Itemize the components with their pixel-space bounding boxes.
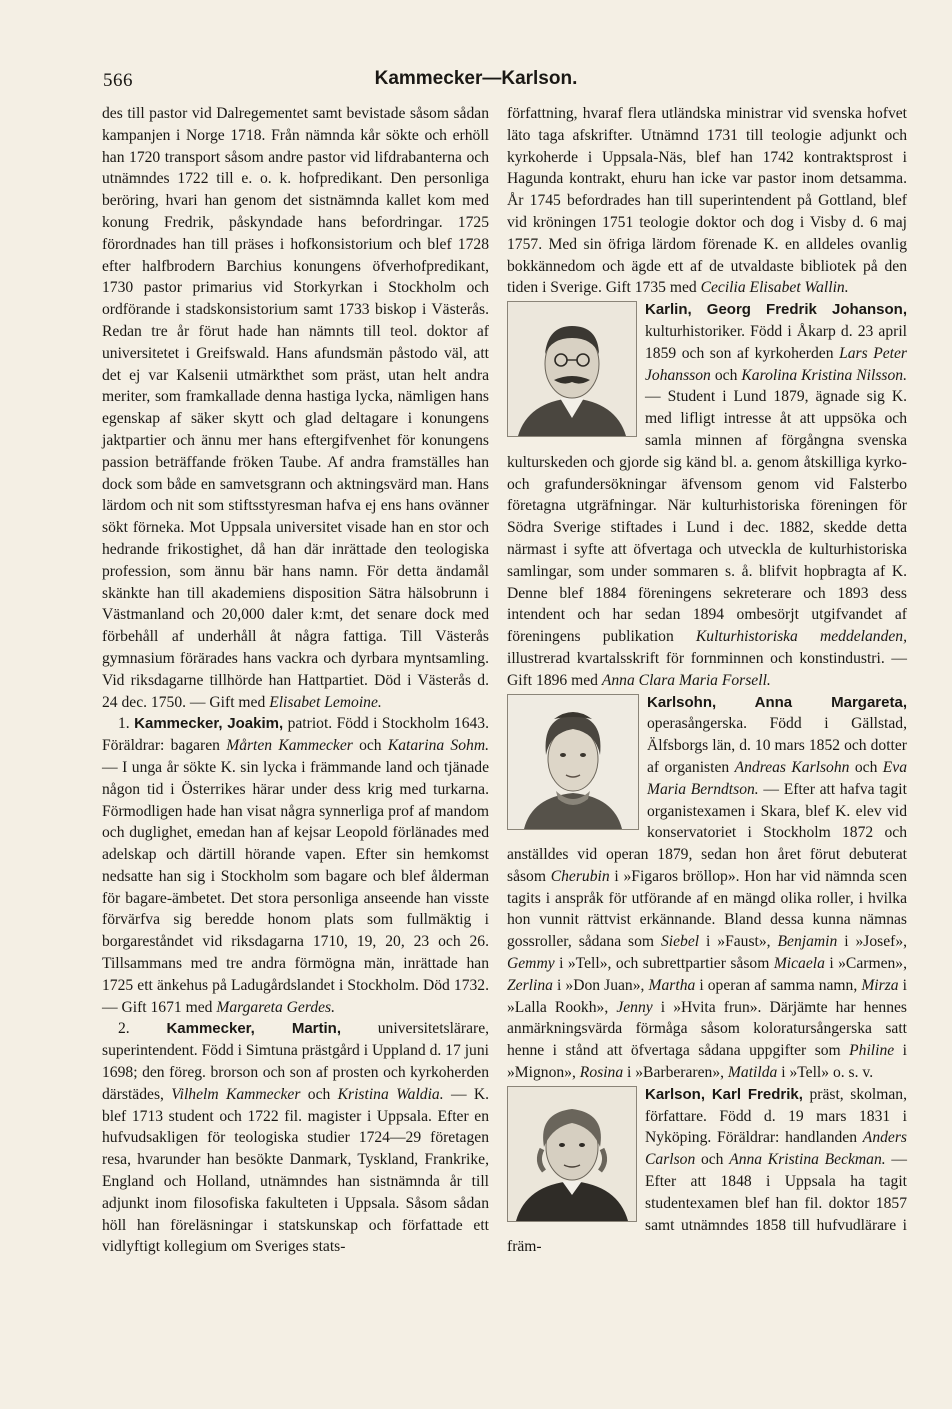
- left-column: [102, 103, 489, 1258]
- portrait-karlson-image: [507, 1086, 637, 1222]
- portrait-karlin-image: [507, 301, 637, 437]
- headword: Karlson, Karl Fredrik,: [645, 1085, 803, 1103]
- spouse-name: Elisabet Lemoine.: [269, 693, 382, 711]
- entry-karlin: Karlin, Georg Fredrik Johanson, kulturhistoriker. Född i Åkarp d. 23 april 1859 och son af kyrkoherden Lars Peter Johansson och Karolina Kristina Nilsson. — Student i Lund 1879, ägnade sig K. med lifligt intresse åt att uppsöka och samla minnen af förgångna svenska kulturskeden och gjorde sig känd bl. a. genom åtskilliga kyrko- och grafundersökningar äfvensom genom vid Falsterbo företagna utgräfningar. När kulturhistoriska föreningen för Södra Sverige stiftades i Lund i dec. 1882, skedde detta närmast i syfte att öfvertaga och utveckla de kulturhistoriska samlingar, som under sommaren s. å. blifvit hopbragta af K. Denne blef 1884 föreningens sekreterare och 1893 dess intendent och har sedan 1894 ombesörjt utgifvandet af föreningens publikation Kulturhistoriska meddelanden, illustrerad kvartalsskrift för fornminnen och konstindustri. — Gift 1896 med Anna Clara Maria Forsell.: [507, 301, 908, 689]
- headword: Karlin, Georg Fredrik Johanson,: [645, 301, 907, 319]
- right-column: [507, 103, 907, 1258]
- headword: Kammecker, Martin,: [166, 1020, 341, 1038]
- headword: Karlsohn, Anna Margareta,: [647, 693, 907, 711]
- headword: Kammecker, Joakim,: [134, 715, 284, 733]
- publication-title: Kulturhistoriska meddelanden,: [695, 628, 908, 646]
- entry-kammecker-martin: 2. Kammecker, Martin, universitetslärare, superintendent. Född i Simtuna prästgård i Uppland d. 17 juni 1698; den föreg. brorson och son af prosten och kyrkoherden därstädes, Vilhelm Kammecker och Kristina Waldia. — K. blef 1713 student och 1722 fil. magister i Uppsala. Efter en hufvudsakligen för teologiska studier 1724—29 företagen resa, hvarunder han besökte Danmark, Tyskland, Frankrike, England och Holland, utnämndes han sistnämnda år till adjunkt inom filosofiska fakulteten i Uppsala. Såsom sådan höll han föreläsningar i statskunskap och författade ett vidlyftigt kollegium om Sveriges stats-: [102, 1020, 490, 1256]
- entry-kammecker-joakim: 1. Kammecker, Joakim, patriot. Född i Stockholm 1643. Föräldrar: bagaren Mårten Kammecker och Katarina Sohm. — I unga år sökte K. sin lycka i främmande land och tjänade någon tid i Österrikes härar under dess krig med turkarna. Förmodligen hade han visat några synnerliga prof af mandom och duglighet, emedan han af kejsar Leopold förlänades med adelskap och därtill hörande vapen. Efter sin hemkomst nedsatte han sig i Stockholm som bagare och blef ålderman för bagare-ämbetet. Det stora personliga anseende han visste förvärfva sig beredde honom plats som fullmäktig i borgareståndet vid riksdagarna 1710, 19, 20, 23 och 26. Tillsammans med tre andra förmögna män, inrättade han 1725 ett änkehus på Ladugårdslandet i Stockholm. Död 1732. — Gift 1671 med Margareta Gerdes.: [102, 715, 489, 1016]
- entry-karlson: Karlson, Karl Fredrik, präst, skolman, författare. Född d. 19 mars 1831 i Nyköping. Föräldrar: handlanden Anders Carlson och Anna Kristina Beckman. — Efter att 1848 i Uppsala ha tagit studentexamen blef han fil. doktor 1857 samt utnämndes 1858 till hufvudlärare i främ-: [507, 1085, 907, 1256]
- entry-continuation: des till pastor vid Dalregementet samt bevistade såsom sådan kampanjen i Norge 1718. Från nämnda kår sökte och erhöll han 1720 transport såsom andre pastor vid lifdrabanterna och utnämndes 1722 till e. o. k. hofpredikant. Den personliga beröring, hvari han genom det sistnämnda kallet kom med konung Fredrik, påskyndade hans befordringar. 1725 förordnades han till präses i hofkonsistorium och blef 1728 efter halfbrodern Barchius konungens öfverhofpredikant, 1730 pastor primarius vid Storkyrkan i Stockholm och ordförande i stadskonsistorium samt 1733 biskop i Västerås. Redan tre år förut hade han nämnts till teol. doktor af universitetet i Greifswald. Hans afundsmän påstodo väl, att det ej var Kalsenii utmärkthet som präst, utan helt andra meriter, som framkallade denna hastiga lycka, nämligen hans egenskap af säker skytt och glad deltagare i konungens jaktpartier och ännu mer hans eftergifvenhet för konungens passion beträffande fröken Taube. Af andra framställes han dock som både en samvetsgrann och aktningsvärd man. Hans lärdom och nit som stiftsstyresman hafva ej ens hans ovänner sökt förneka. Mot Uppsala universitet visade han en stor och hedrande frikostighet, då han där inrättade den teologiska profession, som ännu bär hans namn. För detta ändamål skänkte han till akademiens disposition Sätra hälsobrunn i Västmanland och 20,000 daler k:mt, det senare dock med förbehåll af underhåll åt några fattiga. Till Västerås gymnasium förärades hans vackra och dyrbara myntsamling. Vid riksdagarne tillhörde han Hattpartiet. Död i Västerås d. 24 dec. 1750. — Gift med Elisabet Lemoine.: [102, 105, 489, 711]
- spouse-name: Cecilia Elisabet Wallin.: [700, 279, 849, 297]
- running-head: Kammecker—Karlson.: [374, 68, 578, 89]
- spouse-name: Margareta Gerdes.: [216, 998, 336, 1016]
- entry-continuation: författning, hvaraf flera utländska ministrar vid svenska hofvet läto taga afskrifter. Utnämnd 1731 till teologie adjunkt och kyrkoherde i Uppsala-Näs, blef han 1742 kontraktsprost i Hagunda kontrakt, ehuru han icke var pastor inom detsamma. År 1745 befordrades han till superintendent på Gottland, blef vid kröningen 1751 teologie doktor och dog i Visby d. 6 maj 1757. Med sin öfriga lärdom förenade K. en alldeles ovanlig bokkännedom och ägde ett af de utvaldaste bibliotek på den tiden i Sverige. Gift 1735 med Cecilia Elisabet Wallin.: [507, 105, 907, 297]
- spouse-name: Anna Clara Maria Forsell.: [601, 671, 771, 689]
- entry-karlsohn: Karlsohn, Anna Margareta, operasångerska. Född i Gällstad, Älfsborgs län, d. 10 mars 1852 och dotter af organisten Andreas Karlsohn och Eva Maria Berndtson. — Efter att hafva tagit organistexamen i Skara, blef K. elev vid konservatoriet i Stockholm 1872 och anställdes vid operan 1879, sedan hon året förut debuterat såsom Cherubin i »Figaros bröllop». Hon har vid nämnda scen tagits i anspråk för utförande af en mängd olika roller, i hvilka hon vunnit rättvist erkännande. Bland dessa kunna nämnas gossroller, sådana som Siebel i »Faust», Benjamin i »Josef», Gemmy i »Tell», och subrettpartier såsom Micaela i »Carmen», Zerlina i »Don Juan», Martha i operan af samma namn, Mirza i »Lalla Rookh», Jenny i »Hvita frun». Därjämte har hennes anmärkningsvärda förmåga såsom koloratursångerska satt henne i stånd att öfvertaga sådana uppgifter som Philine i »Mignon», Rosina i »Barberaren», Matilda i »Tell» o. s. v.: [507, 693, 908, 1082]
- portrait-karlsohn-image: [507, 694, 639, 830]
- page-number: 566: [103, 70, 133, 91]
